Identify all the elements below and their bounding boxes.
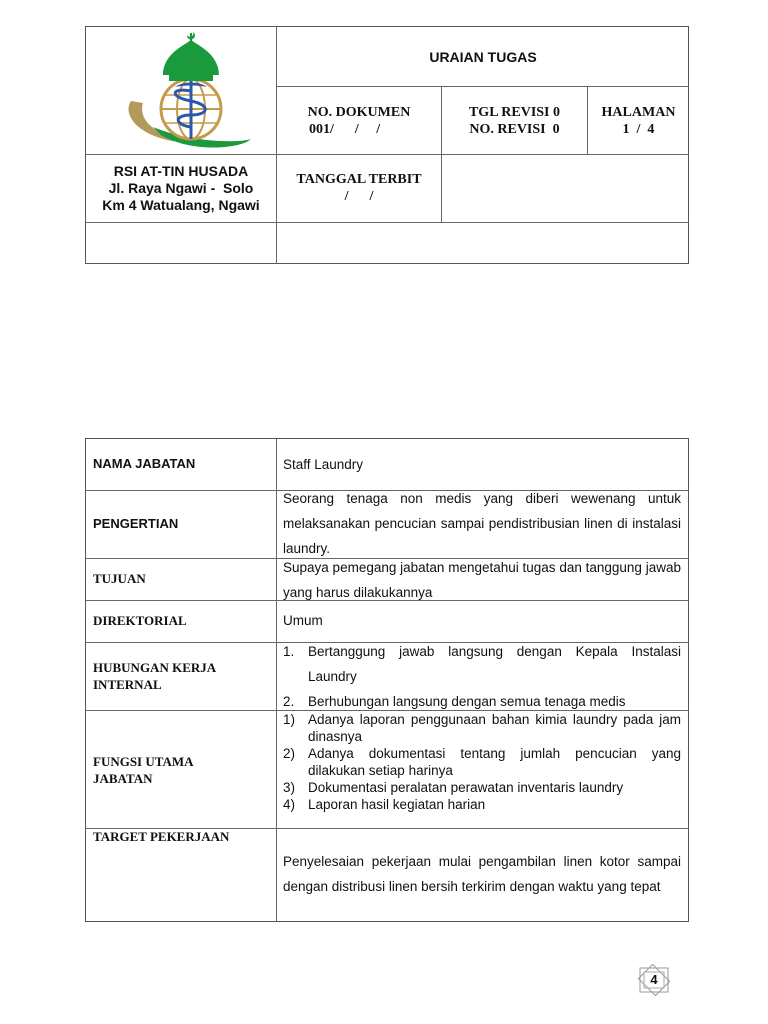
list-item <box>283 639 681 689</box>
main-function-label-line2: JABATAN <box>93 771 153 786</box>
document-number-cell <box>277 87 441 154</box>
organization-address-line1: Jl. Raya Ngawi - Solo <box>108 180 254 196</box>
definition-label: PENGERTIAN <box>93 516 179 531</box>
definition-value: Seorang tenaga non medis yang diberi wewenang untuk melaksanakan pencucian sampai pendistribusian linen di instalasi laundry. <box>283 491 681 556</box>
job-description-table <box>85 438 689 922</box>
list-item-number: 2) <box>283 746 296 761</box>
work-target-value: Penyelesaian pekerjaan mulai pengambilan linen kotor sampai dengan distribusi linen bersih terkirim dengan waktu yang tepat <box>283 854 681 894</box>
page-cell <box>588 87 689 154</box>
organization-info <box>86 155 276 222</box>
work-relation-list <box>283 639 681 714</box>
document-header-table <box>85 26 689 264</box>
work-relation-label-line2: INTERNAL <box>93 677 162 692</box>
main-function-list <box>283 711 681 813</box>
directorate-label: DIREKTORIAL <box>93 613 187 628</box>
directorate-value: Umum <box>283 613 323 628</box>
revision-cell <box>442 87 587 154</box>
divider <box>86 222 689 223</box>
work-relation-label-line1: HUBUNGAN KERJA <box>93 660 217 675</box>
list-item-number: 3) <box>283 780 296 795</box>
list-item-number: 4) <box>283 797 296 812</box>
list-item-text: Adanya dokumentasi tentang jumlah pencucian yang dilakukan setiap harinya <box>308 746 681 778</box>
job-title-label: NAMA JABATAN <box>93 456 196 471</box>
list-item-text: Laporan hasil kegiatan harian <box>308 797 486 812</box>
main-function-label <box>93 753 194 787</box>
page-number-badge <box>634 964 674 996</box>
page-value: 1 / 4 <box>622 121 655 137</box>
list-item <box>283 745 681 779</box>
hospital-logo-icon <box>101 31 261 151</box>
document-title: URAIAN TUGAS <box>429 48 537 65</box>
issue-date-value: / / <box>344 189 374 204</box>
revision-number: NO. REVISI 0 <box>469 121 560 137</box>
list-item-text: Berhubungan langsung dengan semua tenaga medis <box>308 694 626 709</box>
work-relation-label <box>93 659 216 693</box>
job-title-value: Staff Laundry <box>283 457 364 472</box>
divider <box>276 439 277 922</box>
main-function-label-line1: FUNGSI UTAMA <box>93 754 194 769</box>
list-item-number: 1. <box>283 644 295 659</box>
list-item-text: Bertanggung jawab langsung dengan Kepala Instalasi Laundry <box>308 644 681 684</box>
purpose-label: TUJUAN <box>93 571 146 586</box>
hospital-logo <box>86 27 276 154</box>
list-item <box>283 779 681 796</box>
list-item-number: 2. <box>283 694 295 709</box>
organization-address-line2: Km 4 Watualang, Ngawi <box>102 197 260 213</box>
list-item-number: 1) <box>283 712 296 727</box>
page-number: 4 <box>650 972 658 987</box>
page-label: HALAMAN <box>601 104 676 120</box>
purpose-value: Supaya pemegang jabatan mengetahui tugas dan tanggung jawab yang harus dilakukannya <box>283 560 681 600</box>
issue-date-label: TANGGAL TERBIT <box>296 172 422 187</box>
list-item <box>283 711 681 745</box>
work-target-label: TARGET PEKERJAAN <box>93 829 230 844</box>
organization-name: RSI AT-TIN HUSADA <box>113 163 249 179</box>
document-number-label: NO. DOKUMEN <box>307 104 411 120</box>
document-number-value: 001/ / / <box>309 121 381 137</box>
list-item-text: Adanya laporan penggunaan bahan kimia laundry pada jam dinasnya <box>308 712 681 744</box>
issue-date-cell <box>277 155 441 222</box>
list-item <box>283 796 681 813</box>
list-item-text: Dokumentasi peralatan perawatan inventaris laundry <box>308 780 624 795</box>
revision-date: TGL REVISI 0 <box>468 104 561 120</box>
